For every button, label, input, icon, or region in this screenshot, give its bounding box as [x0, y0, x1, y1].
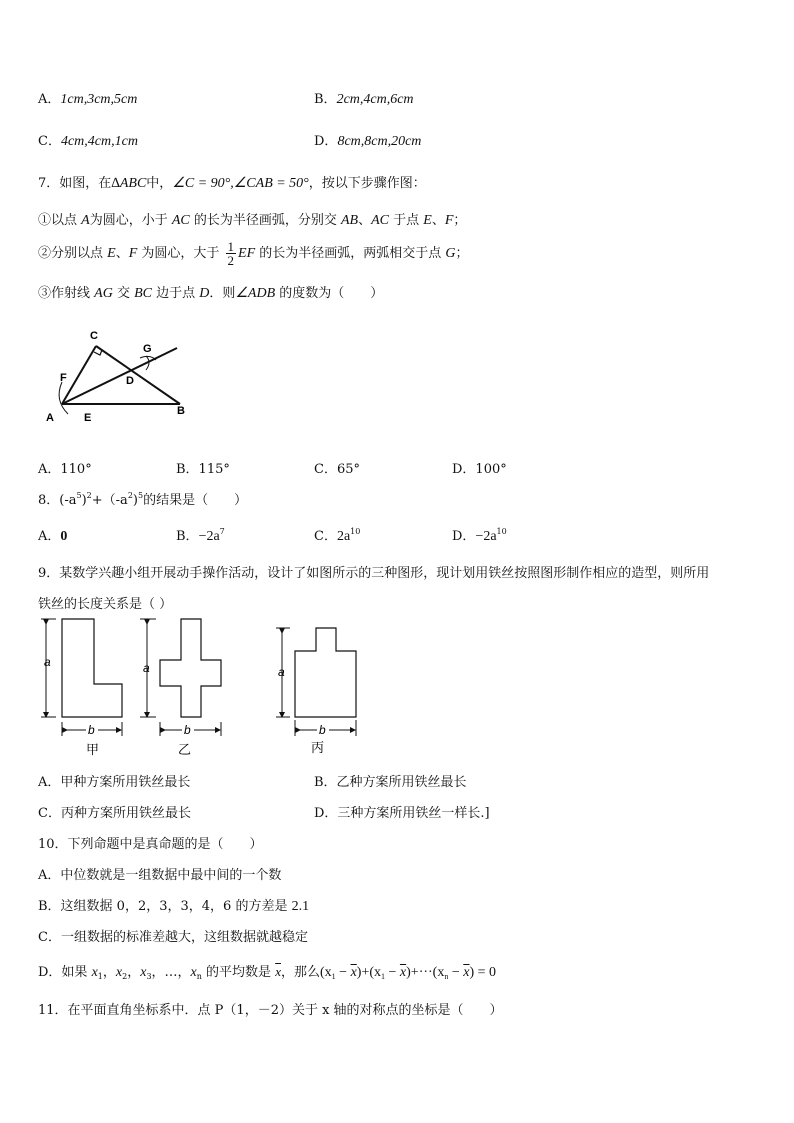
- q7-step3-ag: AG: [94, 286, 113, 301]
- q10-sep: ，: [127, 965, 141, 980]
- q7-step2-ef: EF: [238, 246, 256, 261]
- q8-option-a-letter: A．: [38, 529, 61, 544]
- q8-option-d-letter: D．: [452, 529, 476, 544]
- q6-option-c-letter: C．: [38, 134, 61, 149]
- q10-option-b-value: 2.1: [291, 899, 310, 914]
- bing-shape: [295, 628, 356, 717]
- q7-option-d: D．100°: [452, 462, 507, 477]
- q8-stem-text: ): [132, 493, 138, 508]
- q10-eq-part: −: [448, 965, 464, 980]
- q10-eq-part: )+(x: [356, 965, 382, 980]
- q7-step3-text: 边于点: [151, 286, 200, 301]
- q10-xbar: $\overline{x}$: [275, 964, 281, 979]
- q8-option-d-exp: 10: [496, 527, 507, 536]
- q7-step2-sep: 、: [115, 246, 129, 261]
- q7-option-c: C．65°: [314, 462, 360, 477]
- q8-option-b-letter: B．: [176, 529, 199, 544]
- q7-fraction-denominator: 2: [227, 253, 235, 268]
- q8-stem: [38, 489, 247, 508]
- q10-option-d-text: D．如果: [38, 965, 92, 980]
- q9-option-c: C．丙种方案所用铁丝最长: [38, 806, 191, 821]
- q6-option-a-value: 1cm,3cm,5cm: [60, 92, 138, 107]
- q7-step2: [38, 240, 469, 267]
- q10-eq-xbar: $\overline{x}$: [399, 965, 407, 980]
- label-a: A: [46, 412, 54, 424]
- q7-step2-text: ②分别以点: [38, 246, 108, 261]
- q10-x1: x: [91, 965, 98, 980]
- q10-x1-sub: 1: [97, 972, 103, 981]
- q7-step1-point-a: A: [81, 213, 90, 228]
- q7-step1-ab: AB: [341, 213, 359, 228]
- q8-option-b-exp: 7: [219, 527, 225, 536]
- yi-shape: [160, 619, 221, 717]
- bing-caption: 丙: [311, 740, 325, 755]
- q10-option-d-text: 的平均数是: [201, 965, 276, 980]
- q7-step1-sep: 、: [358, 213, 372, 228]
- q10-option-c: C．一组数据的标准差越大，这组数据就越稳定: [38, 930, 308, 945]
- q9-figures: [36, 614, 376, 760]
- q10-eq-part: )+···(x: [406, 965, 445, 980]
- q9-option-d: D．三种方案所用铁丝一样长.]: [314, 806, 490, 821]
- q8-option-d-value: −2a: [475, 529, 497, 544]
- q7-step2-text: 的长为半径画弧，两弧相交于点: [255, 246, 446, 261]
- q10-eq-xbar: $\overline{x}$: [350, 965, 357, 980]
- q6-option-d-letter: D．: [314, 134, 338, 149]
- q9-option-b: B．乙种方案所用铁丝最长: [314, 775, 467, 790]
- q7-step2-end: ；: [455, 246, 469, 261]
- jia-shape: [62, 619, 122, 717]
- q8-stem-text: 的结果是（ ）: [143, 493, 248, 508]
- q7-step2-point-e: E: [107, 246, 116, 261]
- q8-option-a: [38, 525, 67, 545]
- q7-step2-point-f: F: [128, 246, 138, 261]
- q8-option-c-value: 2a: [336, 529, 351, 544]
- q10-equation: [320, 965, 496, 980]
- q7-step1-ac2: AC: [371, 213, 390, 228]
- q7-stem-prefix: 7．如图，在: [38, 176, 112, 191]
- q7-step1-sep: 、: [431, 213, 445, 228]
- q7-option-a: A．110°: [38, 462, 92, 477]
- q10-eq-sub: 1: [331, 972, 336, 981]
- label-b: B: [177, 405, 185, 417]
- q9-stem-line2: 铁丝的长度关系是（ ）: [38, 597, 173, 612]
- q8-exp4: 5: [137, 491, 144, 500]
- q10-x3: x: [140, 965, 147, 980]
- right-angle-mark: [94, 350, 102, 355]
- q10-x3-sub: 3: [146, 972, 152, 981]
- yi-a-label: a: [143, 661, 150, 675]
- label-g: G: [143, 343, 152, 355]
- q7-step1-end: ；: [453, 213, 467, 228]
- q7-step3-angle: ∠ADB: [235, 286, 276, 301]
- q8-stem-text: 8．(-a: [38, 493, 77, 508]
- q8-exp1: 5: [76, 491, 82, 500]
- q7-fraction-numerator: 1: [227, 239, 235, 254]
- q10-option-b-text: B．这组数据 0，2，3，3，4，6 的方差是: [38, 899, 292, 914]
- q7-angles: ∠C = 90°,∠CAB = 50°: [172, 176, 309, 191]
- q10-xn-sub: n: [196, 972, 202, 981]
- q10-eq-sub: n: [444, 972, 449, 981]
- jia-b-label: b: [88, 723, 95, 737]
- bing-b-label: b: [319, 723, 326, 737]
- q10-sep: ，: [102, 965, 116, 980]
- q8-exp2: 2: [86, 491, 92, 500]
- q7-step3-text: ．则: [209, 286, 236, 301]
- q7-step1-point-f: F: [444, 213, 454, 228]
- q10-xn: x: [190, 965, 197, 980]
- q10-stem: 10．下列命题中是真命题的是（ ）: [38, 837, 263, 852]
- q7-step1-text: ①以点: [38, 213, 82, 228]
- q10-x2-sub: 2: [122, 972, 128, 981]
- q7-step3-text: 交: [112, 286, 135, 301]
- q10-option-a: A．中位数就是一组数据中最中间的一个数: [38, 868, 282, 883]
- q10-option-b: [38, 895, 309, 915]
- q6-option-d: [314, 130, 421, 150]
- q10-eq-part: −: [335, 965, 351, 980]
- q8-option-d: [452, 525, 507, 545]
- q10-option-d-text: ，那么: [280, 965, 320, 980]
- label-f: F: [60, 372, 67, 384]
- q6-option-b: [314, 88, 414, 108]
- q7-step2-point-g: G: [445, 246, 456, 261]
- q6-option-c: [38, 130, 138, 150]
- q8-option-c-exp: 10: [350, 527, 361, 536]
- jia-a-label: a: [44, 655, 51, 669]
- q10-eq-part: −: [385, 965, 400, 980]
- q8-stem-text: ): [81, 493, 87, 508]
- segment-cb: [96, 346, 180, 404]
- q7-step3-text: ③作射线: [38, 286, 95, 301]
- q10-option-d: [38, 961, 496, 981]
- q7-step2-text: 为圆心，大于: [137, 246, 224, 261]
- q7-step3-bc: BC: [134, 286, 152, 301]
- q6-option-b-letter: B．: [314, 92, 337, 107]
- q7-step3-end: 的度数为（ ）: [275, 286, 384, 301]
- q7-fraction: [226, 240, 237, 267]
- label-c: C: [90, 330, 98, 342]
- q7-stem-mid: 中，: [146, 176, 173, 191]
- q10-eq-part: (x: [319, 965, 332, 980]
- q6-option-c-value: 4cm,4cm,1cm: [60, 134, 138, 149]
- q8-option-b: [176, 525, 225, 545]
- bing-a-label: a: [278, 665, 285, 679]
- q9-stem-line1: 9．某数学兴趣小组开展动手操作活动，设计了如图所示的三种图形，现计划用铁丝按照图形制作相应的造型，则所用: [38, 566, 710, 581]
- q7-option-b: B．115°: [176, 462, 230, 477]
- figure-bing: [276, 628, 356, 755]
- q7-step1: [38, 209, 466, 229]
- q8-option-c-letter: C．: [314, 529, 337, 544]
- q7-step3-point-d: D: [199, 286, 210, 301]
- q7-step1-text: 于点: [389, 213, 424, 228]
- q10-eq-xbar: $\overline{x}$: [463, 965, 470, 980]
- yi-b-label: b: [184, 723, 191, 737]
- q7-step1-text: 为圆心，小于: [89, 213, 172, 228]
- q7-triangle-figure: [40, 326, 200, 426]
- figure-jia: [41, 619, 122, 757]
- q8-option-a-value: 0: [60, 529, 68, 544]
- q6-option-a-letter: A．: [38, 92, 61, 107]
- label-d: D: [126, 375, 134, 387]
- q8-stem-text: +（-a: [91, 493, 128, 508]
- q7-stem: [38, 172, 426, 192]
- label-e: E: [84, 412, 92, 424]
- q9-option-a: A．甲种方案所用铁丝最长: [38, 775, 191, 790]
- q7-step1-text: 的长为半径画弧，分别交: [189, 213, 341, 228]
- figure-yi: [140, 619, 221, 757]
- q7-triangle: ∆ABC: [111, 176, 147, 191]
- jia-caption: 甲: [86, 742, 100, 757]
- q6-option-d-value: 8cm,8cm,20cm: [337, 134, 422, 149]
- q6-option-b-value: 2cm,4cm,6cm: [336, 92, 414, 107]
- q7-step1-ac: AC: [171, 213, 190, 228]
- q10-x2: x: [115, 965, 123, 980]
- yi-caption: 乙: [178, 742, 192, 757]
- q8-exp3: 2: [127, 491, 133, 500]
- q7-step3: [38, 282, 383, 302]
- q6-option-a: [38, 88, 137, 108]
- q10-eq-sub: 1: [381, 972, 386, 981]
- q8-option-c: [314, 525, 360, 545]
- q8-option-b-value: −2a: [198, 529, 220, 544]
- q7-step1-point-e: E: [423, 213, 432, 228]
- q10-dots: ，…，: [151, 965, 191, 980]
- q7-stem-suffix: ，按以下步骤作图：: [308, 176, 426, 191]
- q10-eq-part: ) = 0: [469, 965, 497, 980]
- q11-stem: 11．在平面直角坐标系中．点 P（1，－2）关于 x 轴的对称点的坐标是（ ）: [38, 1003, 503, 1018]
